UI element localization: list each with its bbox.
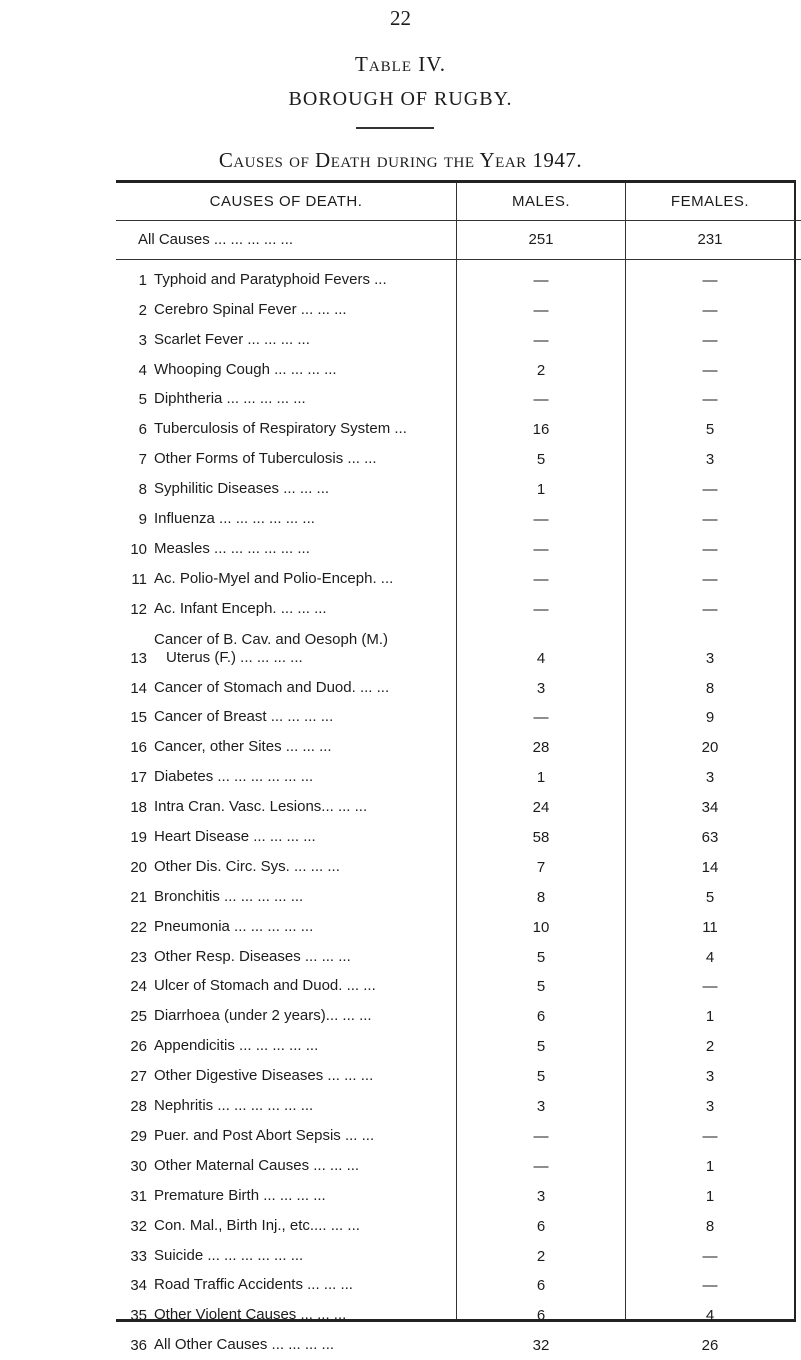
males-value: —	[533, 570, 549, 588]
cause-label-text: Typhoid and Paratyphoid Fevers ...	[154, 270, 387, 288]
cause-label-text: Cancer of B. Cav. and Oesoph (M.)	[154, 630, 388, 648]
row-number: 26	[130, 1038, 147, 1056]
males-value: 7	[536, 858, 546, 876]
males-value: 5	[536, 1038, 546, 1056]
cause-label-text: Other Dis. Circ. Sys. ... ... ...	[154, 857, 340, 875]
row-number: 31	[130, 1187, 147, 1205]
cause-label	[154, 1127, 452, 1145]
cause-label-text: Other Maternal Causes ... ... ...	[154, 1156, 360, 1174]
cause-label-text: Heart Disease ... ... ... ...	[154, 828, 316, 846]
table-row	[116, 792, 794, 822]
females-value: 4	[705, 1307, 715, 1325]
cause-label	[154, 480, 452, 498]
row-number: 14	[130, 679, 147, 697]
header-males: MALES.	[511, 193, 571, 210]
row-number: 10	[130, 540, 147, 558]
cause-label	[154, 570, 452, 588]
header-causes: CAUSES OF DEATH.	[209, 193, 363, 210]
males-value: —	[533, 600, 549, 618]
cause-label	[154, 679, 452, 697]
row-number: 18	[130, 799, 147, 817]
cause-label-text: Puer. and Post Abort Sepsis ... ...	[154, 1126, 375, 1144]
cause-label-text: Other Violent Causes ... ... ...	[154, 1306, 347, 1324]
table-row	[116, 385, 794, 415]
causes-of-death-table	[116, 180, 796, 1355]
females-value: 1	[705, 1157, 715, 1175]
cause-label	[154, 1217, 452, 1235]
females-value: 63	[701, 829, 719, 847]
cause-label	[154, 1336, 452, 1354]
males-value: 32	[532, 1337, 550, 1355]
females-value: 5	[705, 421, 715, 439]
cause-label-text: Suicide ... ... ... ... ... ...	[154, 1246, 304, 1264]
cause-label	[154, 600, 452, 618]
males-value: 16	[532, 421, 550, 439]
cause-label	[154, 390, 452, 408]
males-value: 28	[532, 739, 550, 757]
males-value: —	[533, 391, 549, 409]
females-value: 11	[702, 918, 718, 936]
cause-label-text: Other Digestive Diseases ... ... ...	[154, 1067, 374, 1085]
table-row	[116, 673, 794, 703]
table-row	[116, 325, 794, 355]
row-number: 33	[130, 1247, 147, 1265]
females-value: —	[702, 570, 718, 588]
table-row	[116, 1151, 794, 1181]
row-number: 17	[130, 769, 147, 787]
males-value: 10	[532, 918, 550, 936]
cause-label	[154, 858, 452, 876]
cause-label	[154, 977, 452, 995]
row-number: 4	[138, 361, 147, 379]
males-value: —	[533, 271, 549, 289]
cause-label	[154, 331, 452, 349]
females-value: —	[702, 331, 718, 349]
females-value: 20	[701, 739, 719, 757]
males-value: 6	[536, 1277, 546, 1295]
cause-rows	[116, 265, 794, 1360]
females-value: 1	[705, 1187, 715, 1205]
cause-label-text: Ac. Polio-Myel and Polio-Enceph. ...	[154, 569, 394, 587]
table-row	[116, 504, 794, 534]
table-row	[116, 1001, 794, 1031]
cause-label-text: Pneumonia ... ... ... ... ...	[154, 917, 314, 935]
cause-label	[154, 271, 452, 289]
cause-label	[154, 1247, 452, 1265]
females-value: 34	[701, 799, 719, 817]
cause-label	[154, 948, 452, 966]
row-number: 20	[130, 858, 147, 876]
females-value: 9	[705, 709, 715, 727]
females-value: 26	[701, 1337, 719, 1355]
row-number: 21	[130, 888, 147, 906]
males-value: —	[533, 331, 549, 349]
table-row	[116, 972, 794, 1002]
table-subtitle: Causes of Death during the Year 1947.	[218, 148, 583, 172]
cause-label-text: Scarlet Fever ... ... ... ...	[154, 330, 310, 348]
table-row	[116, 1061, 794, 1091]
males-value: 5	[536, 948, 546, 966]
cause-label-text: Bronchitis ... ... ... ... ...	[154, 887, 304, 905]
cause-label	[154, 1037, 452, 1055]
table-row	[116, 295, 794, 325]
cause-label	[154, 450, 452, 468]
cause-label	[154, 768, 452, 786]
table-row	[116, 355, 794, 385]
cause-label	[154, 918, 452, 936]
row-number: 5	[138, 391, 147, 409]
cause-label	[154, 1007, 452, 1025]
cause-label	[154, 540, 452, 558]
cause-label	[154, 1306, 452, 1324]
males-value: —	[533, 1157, 549, 1175]
females-value: —	[702, 1247, 718, 1265]
cause-label-text: Other Forms of Tuberculosis ... ...	[154, 450, 377, 468]
row-number: 13	[130, 649, 147, 667]
cause-label-text: Nephritis ... ... ... ... ... ...	[154, 1097, 314, 1115]
cause-label	[154, 798, 452, 816]
cause-label-text: Cancer, other Sites ... ... ...	[154, 738, 332, 756]
males-value: 6	[536, 1217, 546, 1235]
table-row	[116, 912, 794, 942]
row-number: 25	[130, 1008, 147, 1026]
table-row	[116, 1211, 794, 1241]
cause-label-text: Intra Cran. Vasc. Lesions... ... ...	[154, 798, 368, 816]
cause-label-text: Measles ... ... ... ... ... ...	[154, 539, 310, 557]
males-value: —	[533, 301, 549, 319]
males-value: 3	[536, 1098, 546, 1116]
table-row	[116, 762, 794, 792]
row-number: 19	[130, 829, 147, 847]
cause-label-text: Other Resp. Diseases ... ... ...	[154, 947, 351, 965]
row-number: 2	[138, 301, 147, 319]
cause-label	[154, 631, 452, 667]
cause-label-text: Diphtheria ... ... ... ... ...	[154, 390, 306, 408]
cause-label	[154, 420, 452, 438]
row-number: 1	[138, 271, 147, 289]
males-value: —	[533, 709, 549, 727]
males-value: 1	[536, 769, 546, 787]
cause-label-text: Influenza ... ... ... ... ... ...	[154, 510, 315, 528]
females-value: —	[702, 540, 718, 558]
table-row	[116, 882, 794, 912]
females-value: —	[702, 481, 718, 499]
females-value: 2	[705, 1038, 715, 1056]
cause-label-continuation: Uterus (F.) ... ... ... ...	[166, 648, 303, 666]
females-value: —	[702, 361, 718, 379]
males-value: 5	[536, 1068, 546, 1086]
table-row	[116, 1241, 794, 1271]
cause-label-text: Cancer of Breast ... ... ... ...	[154, 708, 334, 726]
males-value: 24	[532, 799, 550, 817]
females-value: 3	[705, 1098, 715, 1116]
males-value: 3	[536, 679, 546, 697]
males-value: —	[533, 540, 549, 558]
males-value: 6	[536, 1307, 546, 1325]
females-value: 8	[705, 679, 715, 697]
row-number: 32	[130, 1217, 147, 1235]
cause-label-text: Appendicitis ... ... ... ... ...	[154, 1037, 319, 1055]
cause-label-text: Cancer of Stomach and Duod. ... ...	[154, 678, 390, 696]
table-row	[116, 594, 794, 624]
cause-label-text: Premature Birth ... ... ... ...	[154, 1186, 326, 1204]
row-number: 11	[131, 570, 147, 588]
table-row	[116, 1300, 794, 1330]
cause-label-text: Syphilitic Diseases ... ... ...	[154, 480, 330, 498]
females-value: —	[702, 1127, 718, 1145]
row-number: 35	[130, 1307, 147, 1325]
males-value: —	[533, 511, 549, 529]
females-value: 3	[705, 769, 715, 787]
table-row	[116, 852, 794, 882]
females-value: 8	[705, 1217, 715, 1235]
row-number: 9	[138, 511, 147, 529]
all-causes-row	[116, 221, 794, 259]
table-row	[116, 822, 794, 852]
table-row	[116, 444, 794, 474]
males-value: 1	[536, 481, 546, 499]
cause-label-text: All Other Causes ... ... ... ...	[154, 1336, 335, 1354]
cause-label	[154, 301, 452, 319]
cause-label-text: Cerebro Spinal Fever ... ... ...	[154, 300, 347, 318]
cause-label	[154, 828, 452, 846]
males-value: 3	[536, 1187, 546, 1205]
males-value: —	[533, 1127, 549, 1145]
cause-label-text: Diarrhoea (under 2 years)... ... ...	[154, 1007, 372, 1025]
title-divider	[356, 127, 434, 129]
row-number: 28	[130, 1098, 147, 1116]
row-number: 16	[130, 739, 147, 757]
cause-label	[154, 738, 452, 756]
cause-label	[154, 1187, 452, 1205]
row-number: 36	[130, 1337, 147, 1355]
table-row	[116, 1091, 794, 1121]
cause-label-text: Diabetes ... ... ... ... ... ...	[154, 768, 314, 786]
males-value: 4	[536, 649, 546, 667]
cause-label	[154, 1157, 452, 1175]
males-value: 6	[536, 1008, 546, 1026]
females-value: —	[702, 978, 718, 996]
page-number: 22	[390, 6, 411, 30]
females-value: 5	[705, 888, 715, 906]
table-row	[116, 624, 794, 673]
females-value: 4	[705, 948, 715, 966]
cause-label-text: Whooping Cough ... ... ... ...	[154, 360, 337, 378]
females-value: —	[702, 301, 718, 319]
all-causes-males: 251	[528, 231, 554, 248]
cause-label	[154, 361, 452, 379]
cause-label	[154, 1276, 452, 1294]
table-row	[116, 265, 794, 295]
header-females: FEMALES.	[670, 193, 750, 210]
table-row	[116, 1330, 794, 1360]
table-row	[116, 732, 794, 762]
females-value: 3	[705, 1068, 715, 1086]
cause-label	[154, 510, 452, 528]
borough-heading: BOROUGH OF RUGBY.	[288, 88, 513, 110]
females-value: —	[702, 271, 718, 289]
females-value: 14	[701, 858, 719, 876]
row-number: 6	[138, 421, 147, 439]
table-row	[116, 564, 794, 594]
row-number: 15	[130, 709, 147, 727]
cause-label	[154, 708, 452, 726]
row-number: 34	[130, 1277, 147, 1295]
females-value: —	[702, 1277, 718, 1295]
cause-label	[154, 1097, 452, 1115]
females-value: —	[702, 511, 718, 529]
males-value: 2	[536, 1247, 546, 1265]
all-causes-females: 231	[697, 231, 723, 248]
cause-label-text: Tuberculosis of Respiratory System ...	[154, 420, 407, 438]
cause-label	[154, 888, 452, 906]
table-row	[116, 1031, 794, 1061]
table-row	[116, 942, 794, 972]
row-number: 3	[138, 331, 147, 349]
row-number: 12	[130, 600, 147, 618]
cause-label-text: Road Traffic Accidents ... ... ...	[154, 1276, 353, 1294]
row-number: 27	[130, 1068, 147, 1086]
table-row	[116, 474, 794, 504]
females-value: 3	[705, 451, 715, 469]
cause-label	[154, 1067, 452, 1085]
row-number: 22	[130, 918, 147, 936]
row-divider	[116, 259, 801, 260]
cause-label-text: Con. Mal., Birth Inj., etc.... ... ...	[154, 1216, 360, 1234]
males-value: 2	[536, 361, 546, 379]
males-value: 5	[536, 451, 546, 469]
females-value: 1	[705, 1008, 715, 1026]
males-value: 58	[532, 829, 550, 847]
females-value: —	[702, 600, 718, 618]
table-row	[116, 1121, 794, 1151]
table-row	[116, 534, 794, 564]
table-row	[116, 1181, 794, 1211]
all-causes-label: All Causes ... ... ... ... ...	[138, 231, 294, 248]
table-row	[116, 703, 794, 733]
row-number: 7	[138, 451, 147, 469]
row-number: 30	[130, 1157, 147, 1175]
males-value: 8	[536, 888, 546, 906]
row-number: 29	[130, 1127, 147, 1145]
females-value: —	[702, 391, 718, 409]
table-title: Table IV.	[355, 52, 446, 76]
males-value: 5	[536, 978, 546, 996]
cause-label-text: Ulcer of Stomach and Duod. ... ...	[154, 977, 376, 995]
row-number: 23	[130, 948, 147, 966]
table-row	[116, 1271, 794, 1301]
row-number: 24	[130, 978, 147, 996]
cause-label-text: Ac. Infant Enceph. ... ... ...	[154, 599, 327, 617]
females-value: 3	[705, 649, 715, 667]
table-row	[116, 414, 794, 444]
row-number: 8	[138, 481, 147, 499]
